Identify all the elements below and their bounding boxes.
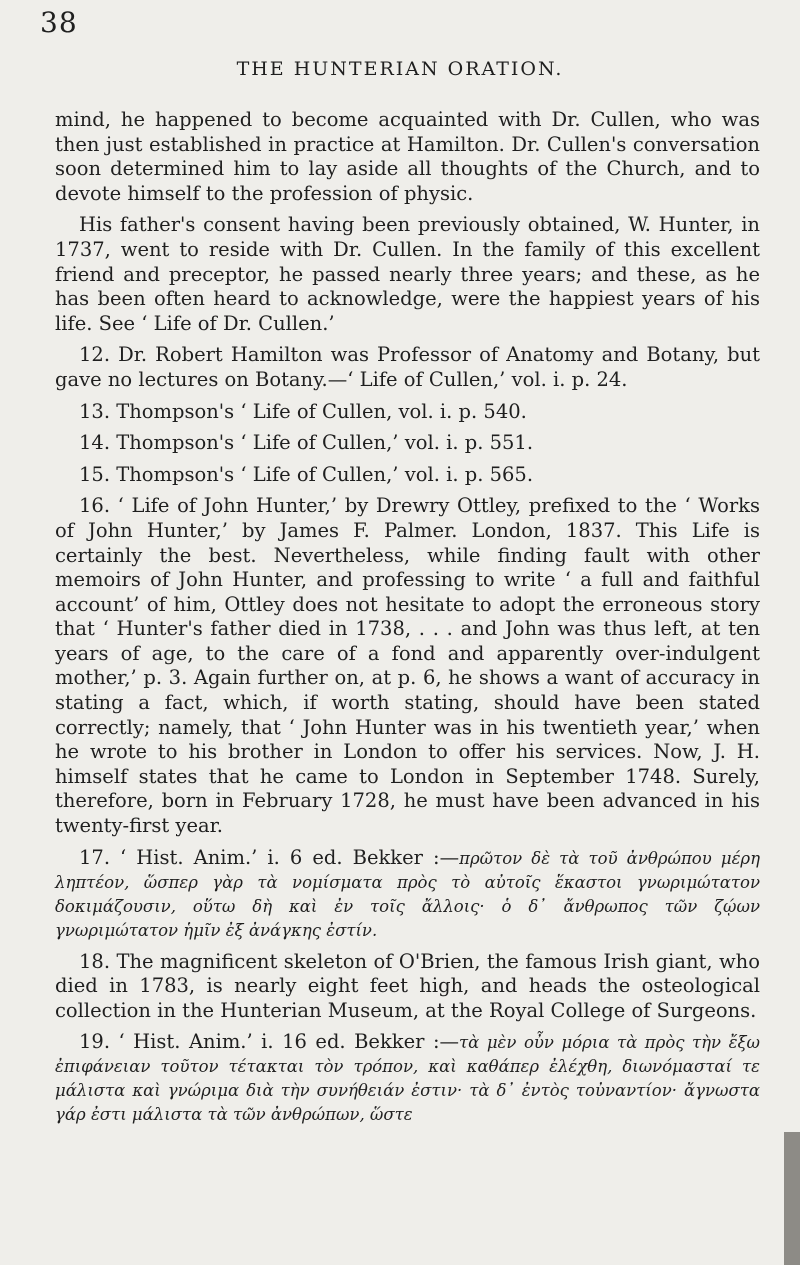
note-18: 18. The magnificent skeleton of O'Brien, the famous Irish giant, who died in 1783, is nearly eight feet high, and heads the osteological collection in the Hunterian Museum, at the Royal College of Surgeons. (55, 949, 760, 1022)
note-17-greek: πρῶτον δὲ τὰ τοῦ ἀνθρώπου μέρη ληπτέον, ὥσπερ γὰρ τὰ νομίσματα πρὸς τὸ αὐτοῖς ἕκαστοι γνωριμώτατον δοκιμάζουσιν, οὕτω δὴ καὶ ἐν τοῖς ἄλλοις· ὁ δ᾽ ἄνθρωπος τῶν ζῴων γνωριμώτατον ἡμῖν ἐξ ἀνάγκης ἐστίν. (55, 848, 761, 940)
note-13: 13. Thompson's ‘ Life of Cullen, vol. i. p. 540. (79, 399, 527, 423)
note-17 (55, 846, 760, 943)
note-16: 16. ‘ Life of John Hunter,’ by Drewry Ottley, prefixed to the ‘ Works of John Hunter,’ by James F. Palmer. London, 1837. This Life is certainly the best. Nevertheless, while finding fault with other memoirs of John Hunter, and professing to write ‘ a full and faithful account’ of him, Ottley does not hesitate to adopt the erroneous story that ‘ Hunter's father died in 1738, . . . and John was thus left, at ten years of age, to the care of a fond and apparently over-indulgent mother,’ p. 3. Again further on, at p. 6, he shows a want of accuracy in stating a fact, which, if worth stating, should have been stated correctly; namely, that ‘ John Hunter was in his twentieth year,’ when he wrote to his brother in London to offer his services. Now, J. H. himself states that he came to London in September 1748. Surely, therefore, born in February 1728, he must have been advanced in his twenty-first year. (55, 494, 760, 838)
paragraph: His father's consent having been previously obtained, W. Hunter, in 1737, went to reside with Dr. Cullen. In the family of this excellent friend and preceptor, he passed nearly three years; and these, as he has been often heard to acknowledge, were the happiest years of his life. See ‘ Life of Dr. Cullen.’ (55, 213, 760, 335)
note-14: 14. Thompson's ‘ Life of Cullen,’ vol. i. p. 551. (79, 431, 534, 455)
note-12: 12. Dr. Robert Hamilton was Professor of Anatomy and Botany, but gave no lectures on Botany.—‘ Life of Cullen,’ vol. i. p. 24. (55, 343, 760, 391)
note-19-lead: 19. ‘ Hist. Anim.’ i. 16 ed. Bekker :— (79, 1030, 460, 1054)
note-15: 15. Thompson's ‘ Life of Cullen,’ vol. i. p. 565. (79, 462, 534, 486)
running-head: THE HUNTERIAN ORATION. (236, 58, 564, 80)
page-number: 38 (40, 6, 78, 39)
paragraph: mind, he happened to become acquainted with Dr. Cullen, who was then just established in practice at Hamilton. Dr. Cullen's conversation soon determined him to lay aside all thoughts of the Church, and to devote himself to the profession of physic. (55, 108, 760, 205)
page-body (55, 108, 760, 1134)
page-edge-shadow (784, 1132, 800, 1265)
note-19 (55, 1030, 760, 1127)
note-17-lead: 17. ‘ Hist. Anim.’ i. 6 ed. Bekker :— (79, 845, 460, 869)
note-19-greek: τὰ μὲν οὖν μόρια τὰ πρὸς τὴν ἔξω ἐπιφάνειαν τοῦτον τέτακται τὸν τρόπον, καὶ καθάπερ ἐλέχθη, διωνόμασταί τε μάλιστα καὶ γνώριμα διὰ τὴν συνήθειάν ἐστιν· τὰ δ᾽ ἐντὸς τοὐναντίον· ἄγνωστα γάρ ἐστι μάλιστα τὰ τῶν ἀνθρώπων, ὥστε (55, 1033, 761, 1125)
